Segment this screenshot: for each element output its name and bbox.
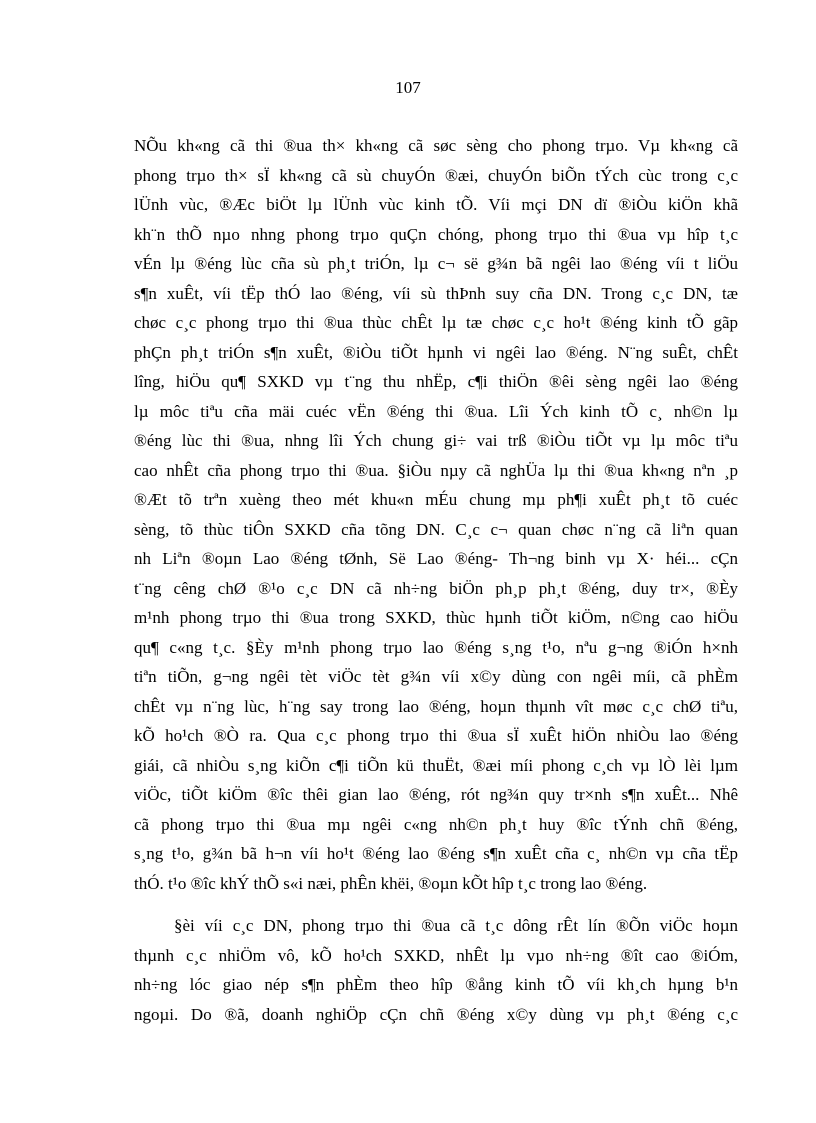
text-line: lÜnh vùc, ®Æc biÖt lµ lÜnh vùc kinh tÕ. Víi mçi DN dï ®iÒu kiÖn khã xyxy=(134,195,738,214)
document-body xyxy=(134,131,738,1029)
text-line: thµnh c¸c nhiÖm vô, kÕ ho¹ch SXKD, nhÊt lµ vµo nh÷ng ®ît cao ®iÓm, xyxy=(134,945,738,965)
text-line: ngoµi. Do ®ã, doanh nghiÖp cÇn chñ ®éng x©y dùng vµ ph¸t ®éng c¸c xyxy=(134,1004,738,1024)
text-line: cã phong trµo thi ®ua mµ ngêi c«ng nh©n ph¸t huy ®îc tÝnh chñ ®éng, xyxy=(134,814,738,834)
text-line: s¸ng t¹o, g¾n bã h¬n víi ho¹t ®éng lao ®éng s¶n xuÊt cña c¸ nh©n vµ cña tËp xyxy=(134,844,738,863)
text-line: sèng, tõ thùc tiÔn SXKD cña tõng DN. C¸c c¬ quan chøc n¨ng cã liªn quan xyxy=(134,519,738,539)
text-line: tiªn tiÕn, g¬ng ngêi tèt viÖc tèt g¾n víi x©y dùng con ngêi míi, cã phÈm xyxy=(134,667,738,686)
text-line: nh Liªn ®oµn Lao ®éng tØnh, Së Lao ®éng- Th¬ng binh vµ X· héi... cÇn xyxy=(134,549,738,568)
text-line: qu¶ c«ng t¸c. §Èy m¹nh phong trµo lao ®éng s¸ng t¹o, nªu g¬ng ®iÓn h×nh xyxy=(134,637,738,657)
text-line: thÓ. t¹o ®îc khÝ thÕ s«i næi, phÊn khëi, ®oµn kÕt hîp t¸c trong lao ®éng. xyxy=(134,873,648,893)
paragraph xyxy=(134,911,738,1029)
text-line: ®éng lùc thi ®ua, nhng lîi Ých chung gi÷ vai trß ®iÒu tiÕt vµ lµ môc tiªu xyxy=(134,431,738,450)
text-line: chøc c¸c phong trµo thi ®ua thùc chÊt lµ tæ chøc c¸c ho¹t ®éng kinh tÕ gãp xyxy=(134,313,738,332)
text-line: viÖc, tiÕt kiÖm ®îc thêi gian lao ®éng, rót ng¾n quy tr×nh s¶n xuÊt... Nhê xyxy=(134,785,738,804)
paragraph-gap xyxy=(134,898,738,911)
text-line: phong trµo th× sÏ kh«ng cã sù chuyÓn ®æi, chuyÓn biÕn tÝch cùc trong c¸c xyxy=(134,165,738,185)
text-line: chÊt vµ n¨ng lùc, h¨ng say trong lao ®éng, hoµn thµnh vît møc c¸c chØ tiªu, xyxy=(134,696,738,716)
text-line: lîng, hiÖu qu¶ SXKD vµ t¨ng thu nhËp, c¶i thiÖn ®êi sèng ngêi lao ®éng xyxy=(134,372,738,391)
text-line: lµ môc tiªu cña mäi cuéc vËn ®éng thi ®ua. Lîi Ých kinh tÕ c¸ nh©n lµ xyxy=(134,401,738,421)
paragraph xyxy=(134,131,738,898)
text-line: cao nhÊt cña phong trµo thi ®ua. §iÒu nµy cã nghÜa lµ thi ®ua kh«ng nªn ¸p xyxy=(134,460,738,480)
text-line: s¶n xuÊt, víi tËp thÓ lao ®éng, víi sù thÞnh suy cña DN. Trong c¸c DN, tæ xyxy=(134,283,738,303)
text-line: nh÷ng lóc giao nép s¶n phÈm theo hîp ®ång kinh tÕ víi kh¸ch hµng b¹n xyxy=(134,975,738,994)
text-line: t¨ng cêng chØ ®¹o c¸c DN cã nh÷ng biÖn ph¸p ph¸t ®éng, duy tr×, ®Èy xyxy=(134,578,738,598)
text-line: §èi víi c¸c DN, phong trµo thi ®ua cã t¸c dông rÊt lín ®Õn viÖc hoµn xyxy=(174,916,738,935)
text-line: vÉn lµ ®éng lùc cña sù ph¸t triÓn, lµ c¬ së g¾n bã ngêi lao ®éng víi t liÖu xyxy=(134,254,738,273)
text-line: phÇn ph¸t triÓn s¶n xuÊt, ®iÒu tiÕt hµnh vi ngêi lao ®éng. N¨ng suÊt, chÊt xyxy=(134,342,738,362)
text-line: ®Æt tõ trªn xuèng theo mét khu«n mÉu chung mµ ph¶i xuÊt ph¸t tõ cuéc xyxy=(134,490,738,509)
page-number: 107 xyxy=(395,78,421,97)
text-line: kh¨n thÕ nµo nhng phong trµo quÇn chóng, phong trµo thi ®ua vµ hîp t¸c xyxy=(134,224,738,244)
text-line: m¹nh phong trµo thi ®ua trong SXKD, thùc hµnh tiÕt kiÖm, n©ng cao hiÖu xyxy=(134,608,738,627)
text-line: kÕ ho¹ch ®Ò ra. Qua c¸c phong trµo thi ®ua sÏ xuÊt hiÖn nhiÒu lao ®éng xyxy=(134,726,738,745)
text-line: NÕu kh«ng cã thi ®ua th× kh«ng cã søc sèng cho phong trµo. Vµ kh«ng cã xyxy=(134,136,738,155)
text-line: giái, cã nhiÒu s¸ng kiÕn c¶i tiÕn kü thuËt, ®æi míi phong c¸ch vµ lÒ lèi lµm xyxy=(134,755,738,775)
